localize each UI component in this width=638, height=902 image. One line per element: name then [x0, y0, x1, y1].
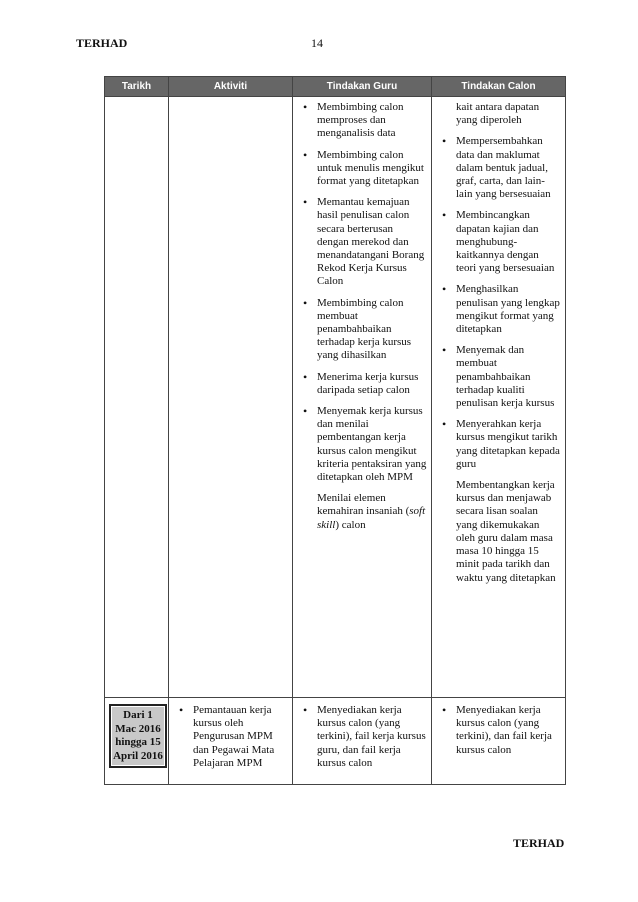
col-header-tindakan-guru: Tindakan Guru [293, 77, 432, 97]
cell-aktiviti [169, 97, 293, 698]
list-item: • Membimbing calon untuk menulis mengikut format yang ditetapkan [297, 149, 427, 189]
cell-tindakan-guru [293, 698, 432, 785]
cell-tindakan-calon [432, 698, 566, 785]
list-item: • Pemantauan kerja kursus oleh Pengurusan MPM dan Pegawai Mata Pelajaran MPM [173, 704, 288, 770]
list-item: • Menyediakan kerja kursus calon (yang terkini), dan fail kerja kursus calon [436, 704, 561, 757]
col-header-aktiviti: Aktiviti [169, 77, 293, 97]
cell-tarikh [105, 97, 169, 698]
cell-aktiviti [169, 698, 293, 785]
calon-action-list [436, 135, 561, 471]
list-item: • Membimbing calon membuat penambahbaikan terhadap kerja kursus yang dihasilkan [297, 297, 427, 363]
list-item: • Menerima kerja kursus daripada setiap calon [297, 371, 427, 397]
table-row [105, 97, 566, 698]
col-header-tarikh: Tarikh [105, 77, 169, 97]
header-classification: TERHAD [76, 36, 128, 50]
list-item: • Membincangkan dapatan kajian dan menghubung-kaitkannya dengan teori yang bersesuaian [436, 209, 561, 275]
col-header-tindakan-calon: Tindakan Calon [432, 77, 566, 97]
guru-action-list [297, 101, 427, 484]
list-item: • Menyemak dan membuat penambahbaikan terhadap kualiti penulisan kerja kursus [436, 344, 561, 410]
presentation-note: Membentangkan kerja kursus dan menjawab secara lisan soalan yang dikemukakan oleh guru dalam masa masa 10 hingga 15 minit pada tarikh dan waktu yang ditetapkan [456, 479, 556, 584]
continued-text: kait antara dapatan yang diperoleh [456, 101, 540, 127]
table-row [105, 698, 566, 785]
list-item: • Menyerahkan kerja kursus mengikut tarikh yang ditetapkan kepada guru [436, 418, 561, 471]
cell-tarikh [105, 698, 169, 785]
footer-classification: TERHAD [513, 836, 565, 850]
date-range-box: Dari 1 Mac 2016 hingga 15 April 2016 [109, 704, 167, 768]
list-item: • Mempersembahkan data dan maklumat dalam bentuk jadual, graf, carta, dan lain-lain yang bersesuaian [436, 135, 561, 201]
list-item: • Menyemak kerja kursus dan menilai pembentangan kerja kursus calon mengikut kriteria pentaksiran yang ditetapkan oleh MPM [297, 405, 427, 484]
list-item: • Membimbing calon memproses dan menganalisis data [297, 101, 427, 141]
activity-table [104, 76, 566, 785]
soft-skill-note [297, 492, 427, 532]
list-item: • Menyediakan kerja kursus calon (yang terkini), fail kerja kursus guru, dan fail kerja kursus calon [297, 704, 427, 770]
cell-tindakan-guru [293, 97, 432, 698]
table-header-row [105, 77, 566, 97]
page-number: 14 [311, 36, 323, 50]
note-italic-term: soft skill [317, 505, 426, 531]
cell-tindakan-calon [432, 97, 566, 698]
note-text-before: Menilai elemen kemahiran insaniah ( [317, 492, 410, 518]
note-text-after: ) calon [335, 518, 366, 531]
list-item: • Memantau kemajuan hasil penulisan calon secara berterusan dengan merekod dan menandatangani Borang Rekod Kerja Kursus Calon [297, 196, 427, 288]
list-item: • Menghasilkan penulisan yang lengkap mengikut format yang ditetapkan [436, 283, 561, 336]
